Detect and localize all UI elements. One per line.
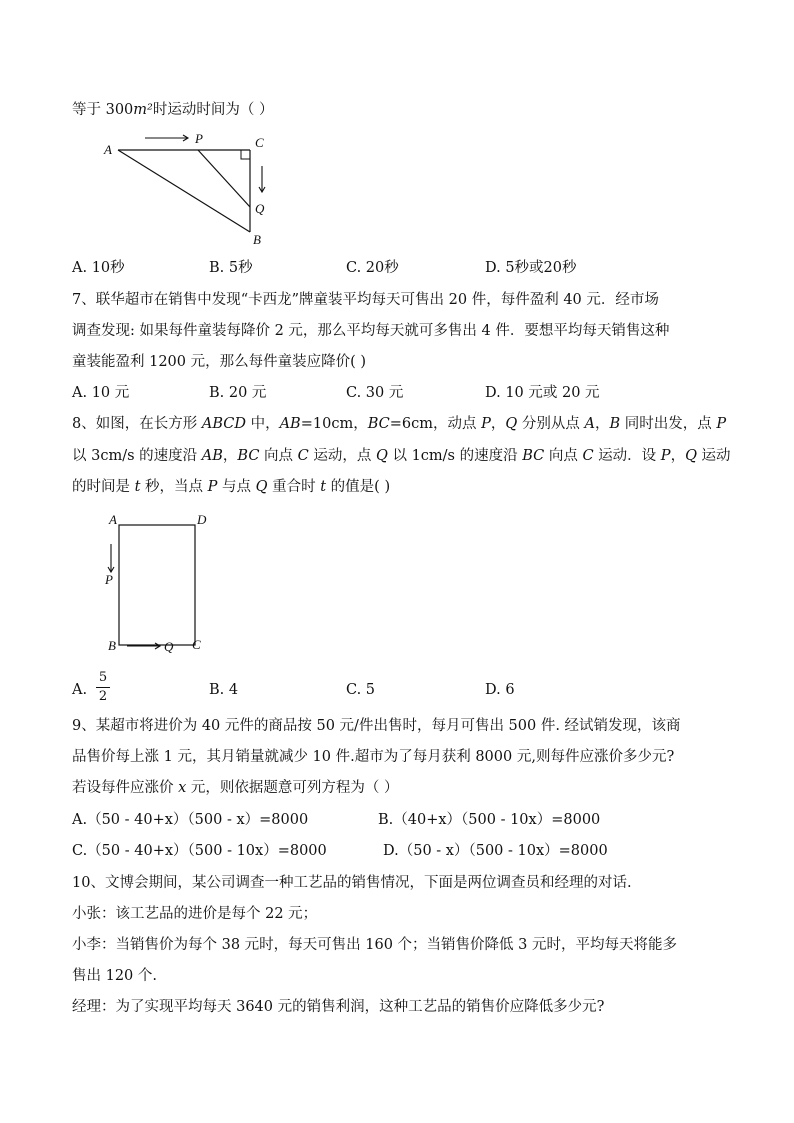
q9-line-2: 品售价每上涨 1 元，其月销量就减少 10 件.超市为了每月获利 8000 元,则每件应涨价多少元? xyxy=(72,749,675,765)
q10-line-1: 10、文博会期间，某公司调查一种工艺品的销售情况，下面是两位调查员和经理的对话. xyxy=(72,875,632,891)
q8-label-a: A xyxy=(109,512,117,527)
q6-option-a: A. 10秒 xyxy=(72,260,125,276)
q10-line-5: 经理：为了实现平均每天 3640 元的销售利润，这种工艺品的销售价应降低多少元? xyxy=(72,999,605,1015)
q6-figure xyxy=(100,128,280,250)
q7-line-3: 童装能盈利 1200 元，那么每件童装应降价( ) xyxy=(72,354,367,370)
q6-option-b: B. 5秒 xyxy=(209,260,253,276)
q9-option-d: D.（50 - x）（500 - 10x）=8000 xyxy=(383,843,608,859)
q6-label-b: B xyxy=(253,232,261,247)
q8-option-c: C. 5 xyxy=(346,682,376,698)
q6-label-p: P xyxy=(195,131,203,146)
q8-option-a: A. xyxy=(72,682,88,698)
q6-label-c: C xyxy=(255,135,264,150)
q8-label-p: P xyxy=(105,572,113,587)
q7-option-b: B. 20 元 xyxy=(209,385,267,401)
q10-line-2: 小张：该工艺品的进价是每个 22 元； xyxy=(72,906,318,922)
q6-option-d: D. 5秒或20秒 xyxy=(485,260,577,276)
q8-label-c: C xyxy=(192,637,201,652)
q8-line-1: 8、如图，在长方形 ABCD 中，AB=10cm，BC=6cm，动点 P，Q 分别从点 A，B 同时出发，点 P xyxy=(72,416,727,432)
q8-option-d: D. 6 xyxy=(485,682,515,698)
q7-option-c: C. 30 元 xyxy=(346,385,404,401)
q8-line-2: 以 3cm/s 的速度沿 AB，BC 向点 C 运动，点 Q 以 1cm/s 的速度沿 BC 向点 C 运动．设 P，Q 运动 xyxy=(72,448,731,464)
q7-option-d: D. 10 元或 20 元 xyxy=(485,385,600,401)
q6-label-a: A xyxy=(104,142,112,157)
q9-line-1: 9、某超市将进价为 40 元件的商品按 50 元/件出售时，每月可售出 500 件. 经试销发现，该商 xyxy=(72,718,681,734)
q8-line-3: 的时间是 t 秒，当点 P 与点 Q 重合时 t 的值是( ) xyxy=(72,479,391,495)
q8-option-a-fraction: 5 2 xyxy=(96,670,110,705)
q7-option-a: A. 10 元 xyxy=(72,385,130,401)
q10-line-3: 小李：当销售价为每个 38 元时，每天可售出 160 个；当销售价降低 3 元时，平均每天将能多 xyxy=(72,937,678,953)
q9-line-3: 若设每件应涨价 x 元，则依据题意可列方程为（ ） xyxy=(72,780,399,796)
q9-option-a: A.（50 - 40+x）（500 - x）=8000 xyxy=(72,812,309,828)
q8-option-b: B. 4 xyxy=(209,682,239,698)
q10-line-4: 售出 120 个. xyxy=(72,968,158,984)
q7-line-2: 调查发现: 如果每件童装每降价 2 元，那么平均每天就可多售出 4 件．要想平均每天销售这种 xyxy=(72,323,670,339)
q9-option-c: C.（50 - 40+x）（500 - 10x）=8000 xyxy=(72,843,327,859)
q9-option-b: B.（40+x）（500 - 10x）=8000 xyxy=(378,812,601,828)
q8-label-q: Q xyxy=(164,639,174,654)
q6-stem: 等于 300m²时运动时间为（ ） xyxy=(72,102,274,118)
q6-option-c: C. 20秒 xyxy=(346,260,399,276)
q8-label-d: D xyxy=(197,512,207,527)
q6-label-q: Q xyxy=(255,201,265,216)
q8-figure xyxy=(100,508,220,658)
q8-label-b: B xyxy=(108,638,116,653)
q7-line-1: 7、联华超市在销售中发现“卡西龙”牌童装平均每天可售出 20 件，每件盈利 40 元．经市场 xyxy=(72,292,659,308)
